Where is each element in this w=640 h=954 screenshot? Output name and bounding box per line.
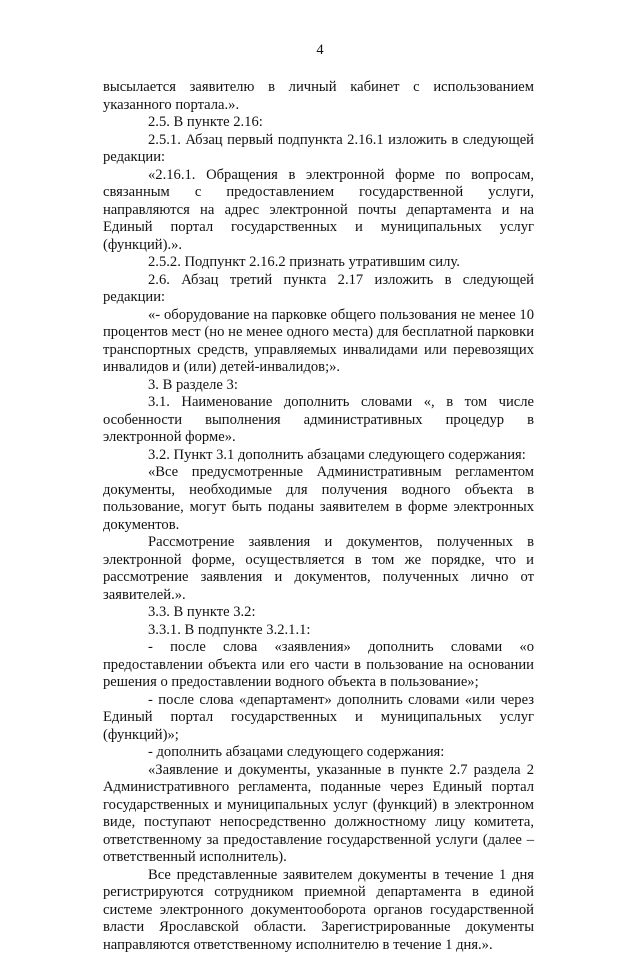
paragraph-2-5-1: 2.5.1. Абзац первый подпункта 2.16.1 изложить в следующей редакции:: [103, 132, 534, 167]
paragraph-continuation: высылается заявителю в личный кабинет с использованием указанного портала.».: [103, 79, 534, 114]
paragraph-3-1: 3.1. Наименование дополнить словами «, в том числе особенности выполнения административных процедур в электронной форме».: [103, 394, 534, 447]
paragraph-parking-quote: «- оборудование на парковке общего пользования не менее 10 процентов мест (но не менее одного места) для бесплатной парковки транспортных средств, управляемых инвалидами или перевозящих инвалидов и (или) детей-инвалидов;».: [103, 307, 534, 377]
page-number: 4: [0, 42, 640, 59]
paragraph-registration: Все представленные заявителем документы в течение 1 дня регистрируются сотрудником приемной департамента в единой системе электронного документооборота органов государственной власти Ярославской области. Зарегистрированные документы направляются ответственному исполнителю в течение 1 дня.».: [103, 867, 534, 954]
paragraph-3-3: 3.3. В пункте 3.2:: [103, 604, 534, 622]
paragraph-2-16-1-quote: «2.16.1. Обращения в электронной форме по вопросам, связанным с предоставлением государственной услуги, направляются на адрес электронной почты департамента и на Единый портал государственных и муниципальных услуг (функций).».: [103, 167, 534, 255]
paragraph-bullet-add-paragraphs: - дополнить абзацами следующего содержания:: [103, 744, 534, 762]
paragraph-bullet-departament: - после слова «департамент» дополнить словами «или через Единый портал государственных и муниципальных услуг (функций)»;: [103, 692, 534, 745]
paragraph-electronic-documents-quote: «Все предусмотренные Административным регламентом документы, необходимые для получения водного объекта в пользование, могут быть поданы заявителем в форме электронных документов.: [103, 464, 534, 534]
paragraph-2-5: 2.5. В пункте 2.16:: [103, 114, 534, 132]
paragraph-section-3: 3. В разделе 3:: [103, 377, 534, 395]
document-body: [103, 79, 534, 954]
paragraph-3-3-1: 3.3.1. В подпункте 3.2.1.1:: [103, 622, 534, 640]
paragraph-bullet-zayavleniya: - после слова «заявления» дополнить словами «о предоставлении объекта или его части в пользование на основании решения о предоставлении водного объекта в пользование»;: [103, 639, 534, 692]
paragraph-2-5-2: 2.5.2. Подпункт 2.16.2 признать утратившим силу.: [103, 254, 534, 272]
paragraph-review-procedure: Рассмотрение заявления и документов, полученных в электронной форме, осуществляется в том же порядке, что и рассмотрение заявления и документов, полученных лично от заявителей.».: [103, 534, 534, 604]
paragraph-3-2: 3.2. Пункт 3.1 дополнить абзацами следующего содержания:: [103, 447, 534, 465]
paragraph-application-quote: «Заявление и документы, указанные в пункте 2.7 раздела 2 Административного регламента, поданные через Единый портал государственных и муниципальных услуг (функций) в электронном виде, поступают непосредственно должностному лицу комитета, ответственному за предоставление государственной услуги (далее – ответственный исполнитель).: [103, 762, 534, 867]
paragraph-2-6: 2.6. Абзац третий пункта 2.17 изложить в следующей редакции:: [103, 272, 534, 307]
